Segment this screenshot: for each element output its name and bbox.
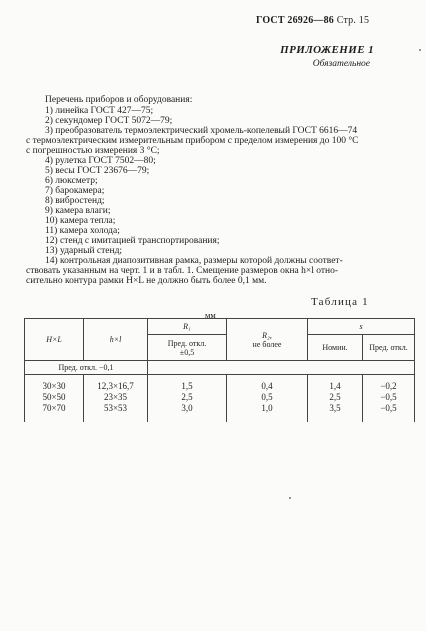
cell-hl: 23×35: [84, 392, 148, 403]
column-header-s-tolerance: Пред. откл.: [363, 335, 415, 361]
list-item: 3) преобразователь термоэлектрический хромель-копелевый ГОСТ 6616—74: [45, 126, 358, 136]
list-item: ствовать указанным на черт. 1 и в табл. 1. Смещение размеров окна h×l отно-: [26, 266, 339, 276]
scan-speck: [419, 49, 421, 51]
list-item: с погрешностью измерения 3 °С;: [26, 146, 160, 156]
R1-tolerance-value: ±0,5: [179, 347, 195, 357]
list-item: с термоэлектрическим измерительным прибором с пределом измерения до 100 °С: [26, 136, 359, 146]
table-row: [25, 375, 415, 393]
cell-R1: 2,5: [148, 392, 227, 403]
list-item: 6) люксметр;: [45, 176, 98, 186]
cell-s-tolerance: −0,5: [363, 392, 415, 403]
cell-HL: 70×70: [25, 403, 84, 414]
list-item: 1) линейка ГОСТ 427—75;: [45, 106, 154, 116]
column-header-R1: R₁: [148, 319, 227, 335]
size-tolerance-row: Пред. откл. −0,1: [25, 361, 148, 375]
cell-R1: 3,0: [148, 403, 227, 414]
list-item: 5) весы ГОСТ 23676—79;: [45, 166, 150, 176]
scan-speck: [289, 497, 291, 499]
cell-s-nominal: 3,5: [308, 403, 363, 414]
column-header-s-nominal: Номин.: [308, 335, 363, 361]
equipment-list-heading: Перечень приборов и оборудования:: [45, 95, 193, 105]
cell-s-nominal: 2,5: [308, 392, 363, 403]
list-item: 14) контрольная диапозитивная рамка, размеры которой должны соответ-: [45, 256, 343, 266]
column-header-R2: [227, 319, 308, 361]
table-row: [25, 392, 415, 403]
cell-R2: 0,5: [227, 392, 308, 403]
list-item: 7) барокамера;: [45, 186, 105, 196]
R1-tolerance-label: Пред. откл.: [167, 338, 207, 348]
column-header-R1-tolerance: [148, 335, 227, 361]
appendix-status: Обязательное: [312, 59, 370, 69]
table-units: мм: [205, 310, 216, 320]
list-item: 11) камера холода;: [45, 226, 120, 236]
cell-s-tolerance: −0,5: [363, 403, 415, 414]
cell-R2: 0,4: [227, 375, 308, 393]
cell-s-nominal: 1,4: [308, 375, 363, 393]
list-item: 9) камера влаги;: [45, 206, 111, 216]
cell-hl: 12,3×16,7: [84, 375, 148, 393]
cell-s-tolerance: −0,2: [363, 375, 415, 393]
list-item: 2) секундомер ГОСТ 5072—79;: [45, 116, 173, 126]
cell-R2: 1,0: [227, 403, 308, 414]
list-item: 13) ударный стенд;: [45, 246, 123, 256]
list-item: 4) рулетка ГОСТ 7502—80;: [45, 156, 156, 166]
list-item: 12) стенд с имитацией транспортирования;: [45, 236, 220, 246]
cell-R1: 1,5: [148, 375, 227, 393]
column-header-hl: h×l: [84, 319, 148, 361]
tolerance-row-spacer: [148, 361, 415, 375]
cell-HL: 50×50: [25, 392, 84, 403]
document-code: ГОСТ 26926—86: [256, 15, 335, 26]
column-header-s: s: [308, 319, 415, 335]
list-item: 8) вибростенд;: [45, 196, 105, 206]
table-caption: Таблица 1: [311, 296, 369, 308]
page-number: Стр. 15: [336, 15, 370, 26]
dimensions-table: [24, 318, 415, 422]
list-item: сительно контура рамки H×L не должно быть более 0,1 мм.: [26, 276, 267, 286]
cell-hl: 53×53: [84, 403, 148, 414]
list-item: 10) камера тепла;: [45, 216, 116, 226]
cell-HL: 30×30: [25, 375, 84, 393]
R2-limit: не более: [252, 339, 282, 349]
table-bottom-spacer: [25, 414, 415, 422]
R2-symbol: R₂,: [262, 330, 272, 340]
equipment-list: [0, 0, 426, 290]
column-header-HL: H×L: [25, 319, 84, 361]
table-row: [25, 403, 415, 414]
appendix-title: ПРИЛОЖЕНИЕ 1: [280, 44, 374, 56]
